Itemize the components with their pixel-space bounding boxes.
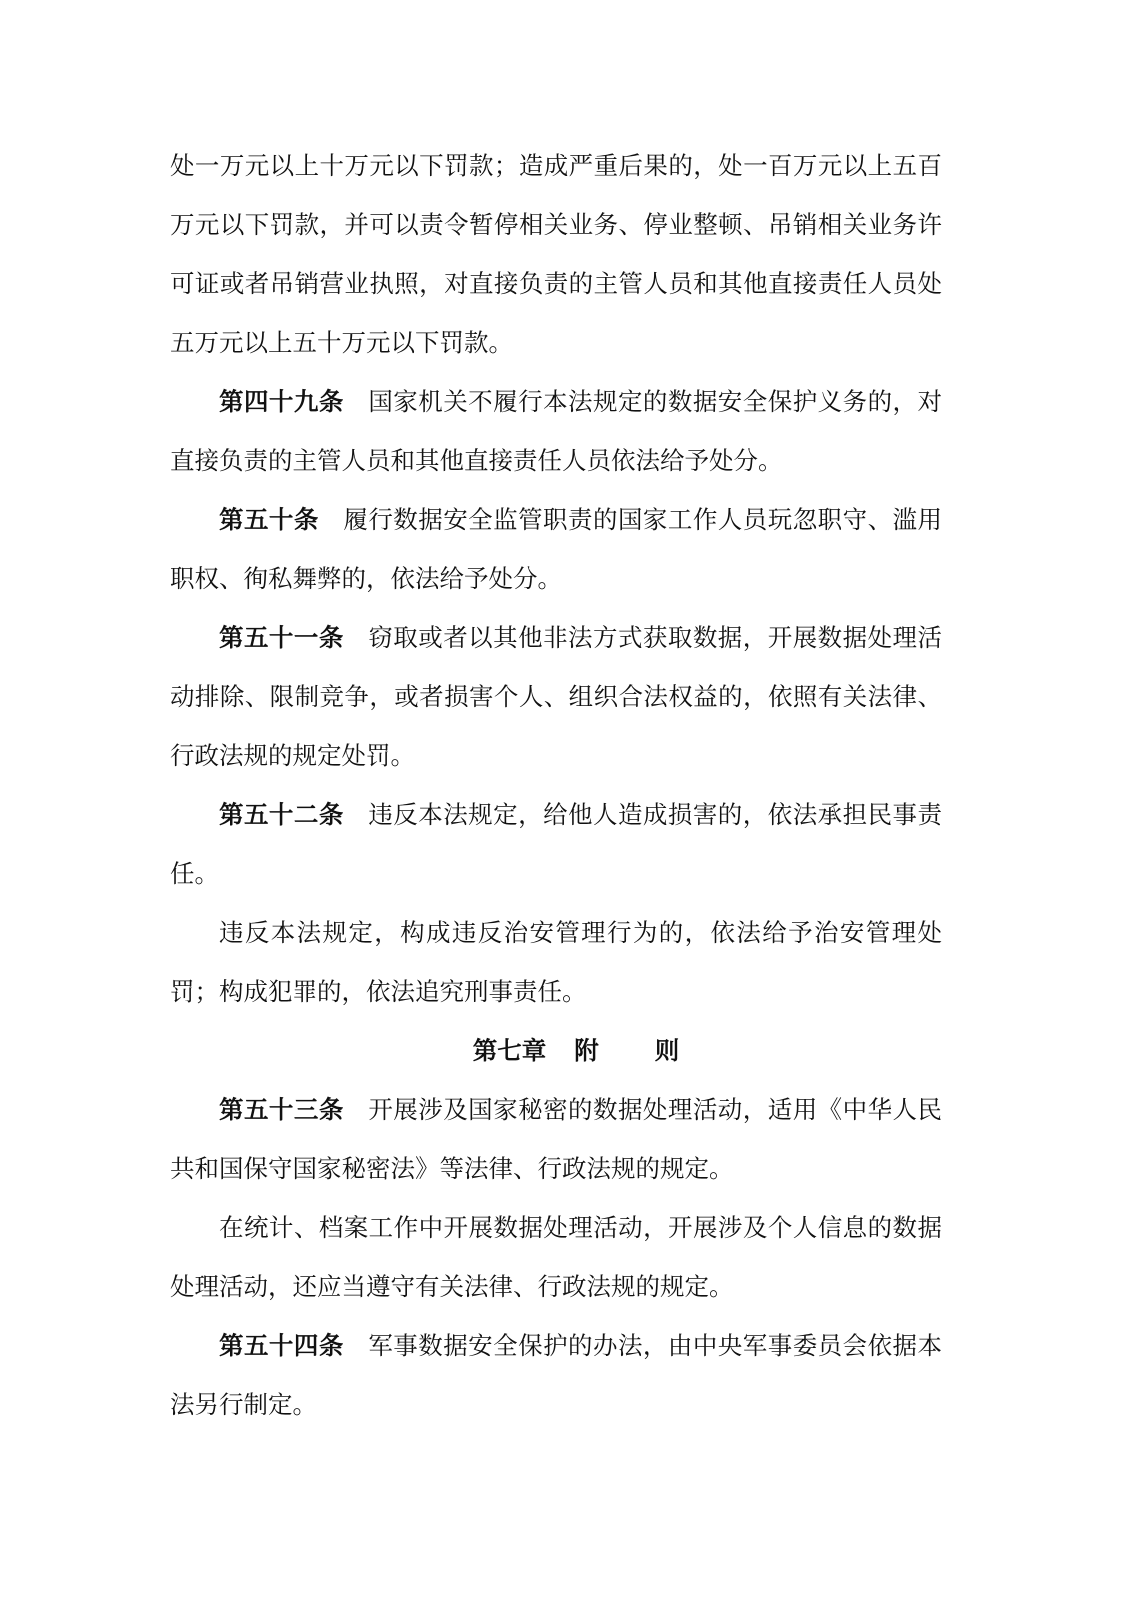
article-number: 第五十四条: [219, 1331, 344, 1360]
article-53: [170, 1080, 942, 1198]
article-number: 第五十三条: [219, 1095, 344, 1124]
paragraph-text: 处一万元以上十万元以下罚款；造成严重后果的，处一百万元以上五百万元以下罚款，并可以责令暂停相关业务、停业整顿、吊销相关业务许可证或者吊销营业执照，对直接负责的主管人员和其他直接责任人员处五万元以上五十万元以下罚款。: [170, 151, 942, 357]
article-51: [170, 608, 942, 785]
paragraph-continued: [170, 136, 942, 372]
article-number: 第五十条: [219, 505, 319, 534]
article-number: 第五十一条: [219, 623, 344, 652]
chapter-number: 第七章: [472, 1036, 547, 1065]
chapter-title-part2: 则: [654, 1036, 680, 1065]
paragraph-text: 在统计、档案工作中开展数据处理活动，开展涉及个人信息的数据处理活动，还应当遵守有关法律、行政法规的规定。: [170, 1213, 942, 1301]
article-text: 窃取或者以其他非法方式获取数据，开展数据处理活动排除、限制竞争，或者损害个人、组织合法权益的，依照有关法律、行政法规的规定处罚。: [170, 623, 943, 770]
chapter-title-part1: 附: [574, 1036, 599, 1065]
article-53-clause-2: [170, 1198, 942, 1316]
paragraph-text: 违反本法规定，构成违反治安管理行为的，依法给予治安管理处罚；构成犯罪的，依法追究刑事责任。: [170, 918, 942, 1006]
article-text: 违反本法规定，给他人造成损害的，依法承担民事责任。: [170, 800, 943, 888]
article-number: 第五十二条: [219, 800, 344, 829]
document-page: [170, 136, 942, 1434]
article-number: 第四十九条: [219, 387, 344, 416]
article-52-clause-2: [170, 903, 942, 1021]
article-text: 军事数据安全保护的办法，由中央军事委员会依据本法另行制定。: [170, 1331, 943, 1419]
article-54: [170, 1316, 942, 1434]
article-52: [170, 785, 942, 903]
article-50: [170, 490, 942, 608]
article-text: 履行数据安全监管职责的国家工作人员玩忽职守、滥用职权、徇私舞弊的，依法给予处分。: [170, 505, 943, 593]
chapter-heading: [170, 1021, 942, 1080]
article-49: [170, 372, 942, 490]
article-text: 开展涉及国家秘密的数据处理活动，适用《中华人民共和国保守国家秘密法》等法律、行政法规的规定。: [170, 1095, 943, 1183]
article-text: 国家机关不履行本法规定的数据安全保护义务的，对直接负责的主管人员和其他直接责任人员依法给予处分。: [170, 387, 943, 475]
